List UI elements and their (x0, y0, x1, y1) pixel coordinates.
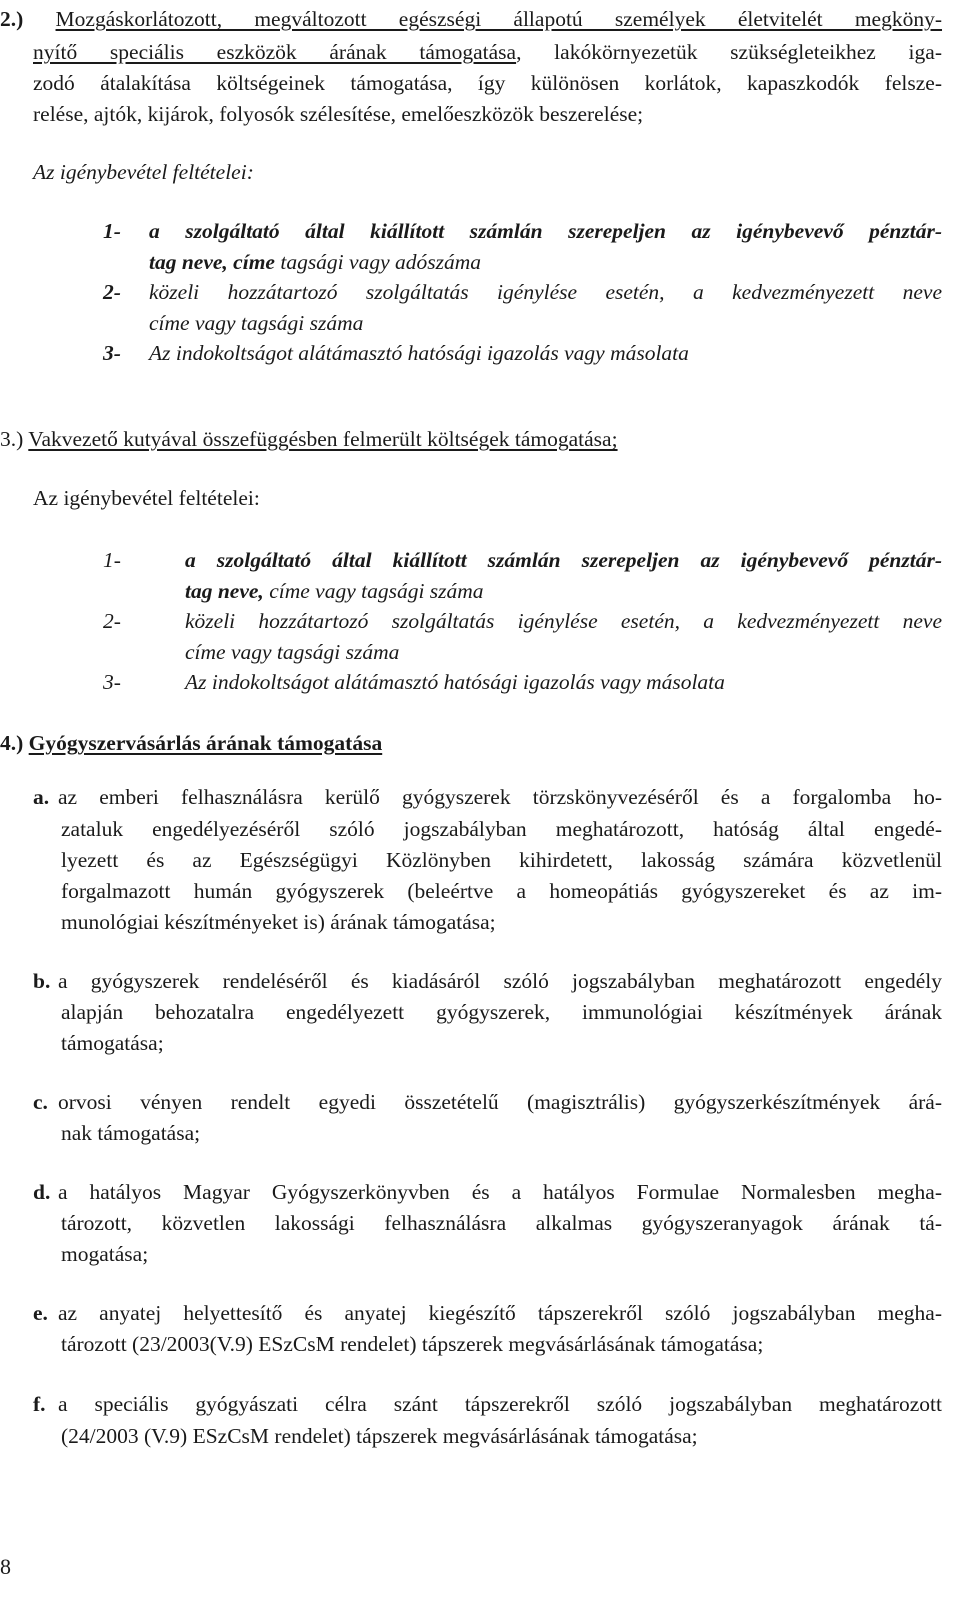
section-4-item-e-line-1: az anyatej helyettesítő és anyatej kiegészítő tápszerekről szóló jogszabályban megha- (58, 1301, 942, 1325)
section-4-item-f-line-1: a speciális gyógyászati célra szánt tápszerekről szóló jogszabályban meghatározott (58, 1392, 942, 1416)
section-3-item-3-line-1: Az indokoltságot alátámasztó hatósági igazolás vagy másolata (185, 670, 725, 694)
section-3-item-1-line-2: tag neve, címe vagy tagsági száma (185, 579, 484, 603)
section-2-number: 2.) (0, 7, 24, 31)
section-2-item-3-line-1: Az indokoltságot alátámasztó hatósági igazolás vagy másolata (149, 341, 689, 365)
section-2-title-line-2 (33, 37, 942, 67)
section-2-line-4: relése, ajtók, kijárok, folyosók szélesítése, emelőeszközök beszerelése; (33, 102, 644, 126)
section-4-item-c-line-1: orvosi vényen rendelt egyedi összetételű (magisztrális) gyógyszerkészítmények árá- (58, 1090, 942, 1114)
section-2-item-2-line-2: címe vagy tagsági száma (149, 311, 364, 335)
section-2-item-3-number: 3- (103, 341, 121, 365)
section-4-item-b-line-1: a gyógyszerek rendeléséről és kiadásáról szóló jogszabályban meghatározott engedély (58, 969, 942, 993)
section-2-item-1-line-2: tag neve, címe tagsági vagy adószáma (149, 250, 482, 274)
section-4-item-d-line-1: a hatályos Magyar Gyógyszerkönyvben és a hatályos Formulae Normalesben megha- (58, 1180, 942, 1204)
section-4-item-a-line-5: munológiai készítményeket is) árának támogatása; (61, 910, 496, 934)
section-4-item-c-letter: c. (33, 1090, 48, 1114)
section-3-item-2-line-2: címe vagy tagsági száma (185, 640, 400, 664)
section-4-item-f-letter: f. (33, 1392, 46, 1416)
section-2-title-part-1: Mozgáskorlátozott, megváltozott egészségi állapotú személyek életvitelét megköny- (55, 7, 943, 31)
section-3-item-2-line-1: közeli hozzátartozó szolgáltatás igénylése esetén, a kedvezményezett neve (185, 609, 942, 633)
section-3-item-1-line-1: a szolgáltató által kiállított számlán szerepeljen az igénybevevő pénztár- (185, 548, 942, 572)
section-2-item-1-line-1: a szolgáltató által kiállított számlán szerepeljen az igénybevevő pénztár- (149, 219, 942, 243)
section-4-item-e-line-2: tározott (23/2003(V.9) ESzCsM rendelet) tápszerek megvásárlásának támogatása; (61, 1332, 764, 1356)
section-4-item-a-line-4: forgalmazott humán gyógyszerek (beleértve a homeopátiás gyógyszereket és az im- (61, 879, 942, 903)
section-4-item-a-line-1: az emberi felhasználásra kerülő gyógyszerek törzskönyvezéséről és a forgalomba ho- (58, 785, 942, 809)
section-3-number: 3.) (0, 427, 24, 451)
page-number: 8 (0, 1554, 11, 1579)
section-3-title-line (0, 424, 618, 454)
section-4-item-d-line-2: tározott, közvetlen lakossági felhasználásra alkalmas gyógyszeranyagok árának tá- (61, 1211, 942, 1235)
section-4-item-a-line-2: zataluk engedélyezéséről szóló jogszabályban meghatározott, hatóság által engedé- (61, 817, 942, 841)
section-4-item-a-line-3: lyezett és az Egészségügyi Közlönyben kihirdetett, lakosság számára közvetlenül (61, 848, 942, 872)
section-4-title: Gyógyszervásárlás árának támogatása (28, 731, 383, 755)
section-2-title-rest: , lakókörnyezetük szükségleteikhez iga- (516, 40, 942, 64)
section-2-conditions-title: Az igénybevétel feltételei: (33, 160, 254, 184)
section-3-conditions-title: Az igénybevétel feltételei: (33, 486, 260, 510)
section-3-title: Vakvezető kutyával összefüggésben felmerült költségek támogatása; (28, 427, 618, 451)
section-3-item-2-number: 2- (103, 609, 121, 633)
section-4-item-e-letter: e. (33, 1301, 48, 1325)
section-4-item-a-letter: a. (33, 785, 50, 809)
section-4-item-b-line-3: támogatása; (61, 1031, 164, 1055)
section-3-item-3-number: 3- (103, 670, 121, 694)
section-4-item-f-line-2: (24/2003 (V.9) ESzCsM rendelet) tápszerek megvásárlásának támogatása; (61, 1424, 698, 1448)
section-3-item-1-number: 1- (103, 548, 121, 572)
section-4-item-b-line-2: alapján behozatalra engedélyezett gyógyszerek, immunológiai készítmények árának (61, 1000, 942, 1024)
section-2-item-2-line-1: közeli hozzátartozó szolgáltatás igénylése esetén, a kedvezményezett neve (149, 280, 942, 304)
section-4-item-d-line-3: mogatása; (61, 1242, 149, 1266)
section-2-item-1-number: 1- (103, 219, 121, 243)
section-4-item-b-letter: b. (33, 969, 51, 993)
section-2-title-line-1 (0, 4, 942, 34)
section-4-item-c-line-2: nak támogatása; (61, 1121, 201, 1145)
section-2-line-3: zodó átalakítása költségeinek támogatása, így különösen korlátok, kapaszkodók felsze- (33, 71, 942, 95)
section-2-item-2-number: 2- (103, 280, 121, 304)
section-4-item-d-letter: d. (33, 1180, 51, 1204)
section-4-title-line (0, 728, 382, 758)
section-4-number: 4.) (0, 731, 24, 755)
section-2-title-part-2: nyítő speciális eszközök árának támogatása (33, 40, 517, 64)
